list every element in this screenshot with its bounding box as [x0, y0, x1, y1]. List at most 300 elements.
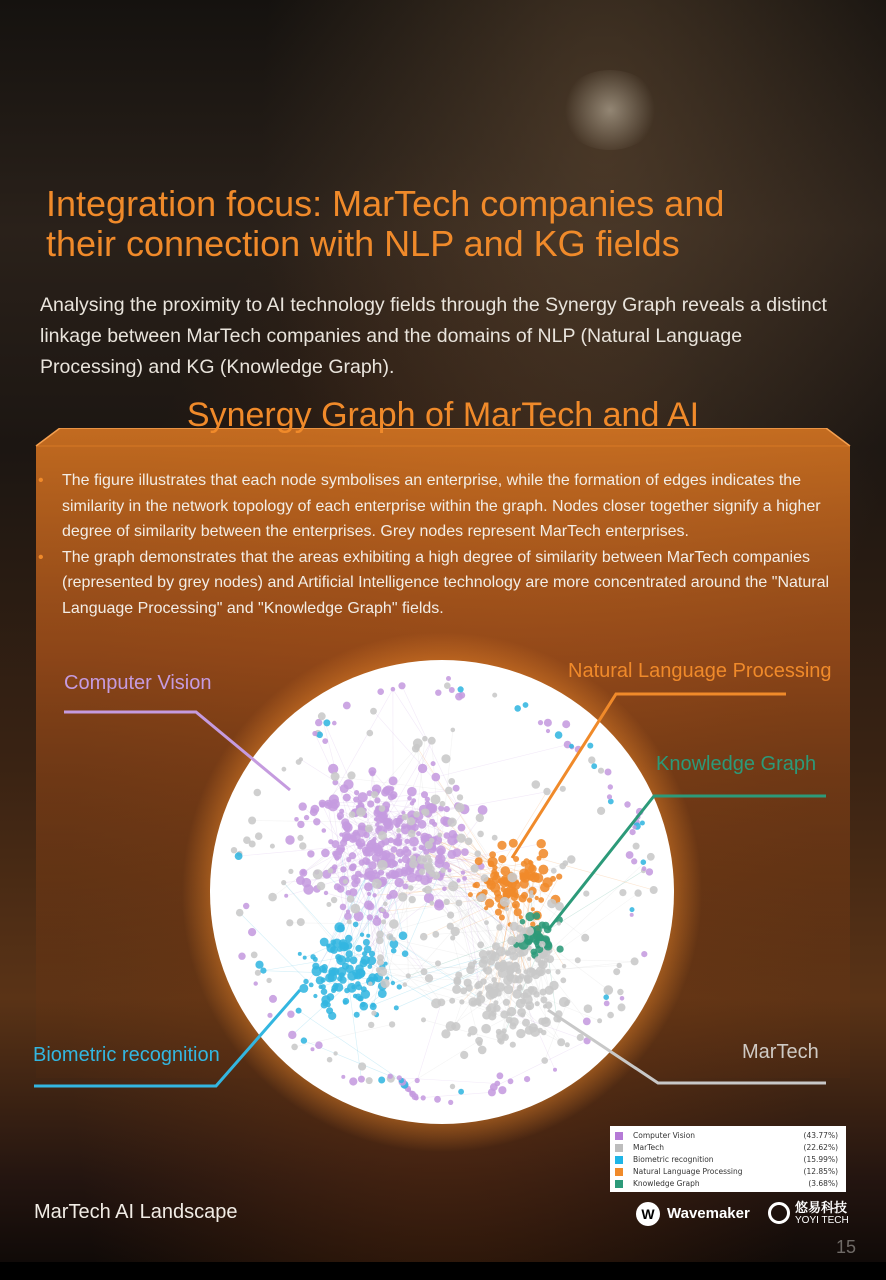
graph-node [390, 791, 398, 799]
graph-node [346, 950, 353, 957]
graph-node [332, 721, 337, 726]
graph-node [368, 861, 377, 870]
footer-title: MarTech AI Landscape [34, 1201, 238, 1223]
graph-node [391, 687, 396, 692]
graph-legend [610, 1126, 846, 1192]
graph-node [509, 922, 518, 931]
graph-node [413, 811, 420, 818]
graph-node [406, 973, 411, 978]
yoyi-logo-text-en: YOYI TECH [795, 1215, 849, 1226]
graph-node [398, 892, 407, 901]
graph-node [291, 1044, 298, 1051]
graph-node [539, 941, 545, 947]
graph-node [374, 817, 378, 821]
graph-node [575, 957, 581, 963]
graph-node [333, 1051, 337, 1055]
graph-node [527, 957, 531, 961]
graph-node [555, 969, 560, 974]
graph-node [507, 969, 513, 975]
graph-node [562, 860, 568, 866]
graph-node [418, 820, 427, 829]
graph-node [382, 818, 391, 827]
graph-node [562, 720, 570, 728]
graph-node [346, 910, 350, 914]
graph-node [341, 1075, 345, 1079]
graph-node [328, 868, 333, 873]
graph-node [422, 736, 428, 742]
graph-node [313, 994, 317, 998]
graph-node [383, 902, 388, 907]
graph-node [646, 868, 653, 875]
graph-node [509, 1022, 516, 1029]
graph-node [337, 812, 344, 819]
graph-node [363, 939, 370, 946]
graph-node [368, 1022, 374, 1028]
graph-node [432, 822, 437, 827]
graph-node [448, 778, 455, 785]
graph-node [522, 1019, 530, 1027]
graph-node [236, 909, 244, 917]
graph-node [496, 924, 503, 931]
graph-node [337, 885, 345, 893]
graph-node [461, 848, 469, 856]
graph-node [448, 1100, 453, 1105]
graph-node [329, 970, 336, 977]
graph-node [321, 849, 330, 858]
graph-node [526, 967, 536, 977]
graph-node [458, 686, 464, 692]
graph-node [462, 876, 467, 881]
graph-node [425, 841, 433, 849]
graph-node [343, 794, 351, 802]
graph-node [347, 895, 355, 903]
graph-node [456, 900, 463, 907]
graph-node [287, 1011, 294, 1018]
graph-node [516, 934, 525, 943]
graph-node [351, 985, 355, 989]
graph-node [519, 973, 525, 979]
graph-node [428, 737, 436, 745]
graph-node [525, 1001, 534, 1010]
graph-node [377, 688, 384, 695]
graph-node [530, 922, 535, 927]
graph-node [535, 956, 542, 963]
label-computer-vision: Computer Vision [64, 672, 212, 694]
graph-node [284, 894, 288, 898]
graph-node [396, 828, 401, 833]
graph-node [526, 939, 531, 944]
graph-node [407, 787, 417, 797]
graph-node [409, 896, 416, 903]
graph-node [297, 918, 305, 926]
graph-node [444, 806, 450, 812]
legend-swatch [615, 1156, 623, 1164]
graph-node [313, 818, 320, 825]
graph-node [349, 1077, 357, 1085]
graph-node [324, 891, 328, 895]
graph-node [358, 1062, 366, 1070]
graph-node [310, 808, 318, 816]
graph-node [520, 879, 529, 888]
graph-node [617, 963, 622, 968]
graph-node [519, 915, 523, 919]
graph-node [478, 893, 486, 901]
legend-name: Biometric recognition [633, 1155, 714, 1164]
graph-node [492, 693, 497, 698]
graph-node [301, 1037, 307, 1043]
graph-node [376, 967, 381, 972]
graph-node [597, 1018, 602, 1023]
graph-node [435, 960, 441, 966]
graph-node [591, 763, 597, 769]
graph-node [266, 978, 271, 983]
graph-node [391, 981, 395, 985]
graph-node [318, 712, 326, 720]
graph-node [303, 884, 313, 894]
graph-node [539, 969, 544, 974]
graph-node [525, 927, 534, 936]
graph-node [424, 854, 431, 861]
graph-node [394, 1005, 399, 1010]
graph-node [450, 1084, 455, 1089]
title-line-1: Integration focus: MarTech companies and [46, 183, 725, 224]
graph-node [394, 838, 401, 845]
graph-node [345, 942, 353, 950]
yoyi-logo-icon [768, 1202, 790, 1224]
graph-node [538, 1018, 545, 1025]
graph-node [492, 835, 498, 841]
legend-swatch [615, 1180, 623, 1188]
label-biometric: Biometric recognition [33, 1044, 220, 1066]
graph-node [409, 837, 419, 847]
graph-node [381, 788, 389, 796]
graph-node [251, 952, 258, 959]
graph-node [640, 821, 645, 826]
graph-node [344, 988, 350, 994]
graph-node [630, 913, 634, 917]
graph-node [357, 996, 363, 1002]
graph-node [334, 855, 339, 860]
graph-node [457, 834, 466, 843]
graph-node [441, 1029, 450, 1038]
graph-node [641, 951, 647, 957]
legend-row [615, 1178, 840, 1190]
graph-node [447, 912, 454, 919]
graph-node [420, 933, 428, 941]
graph-node [535, 896, 539, 900]
graph-node [349, 811, 356, 818]
graph-node [235, 852, 243, 860]
graph-node [634, 889, 641, 896]
graph-node [356, 807, 366, 817]
graph-node [303, 979, 308, 984]
graph-node [447, 818, 456, 827]
graph-node [477, 1002, 481, 1006]
graph-node [303, 956, 307, 960]
graph-node [424, 886, 432, 894]
graph-node [288, 869, 293, 874]
graph-node [342, 821, 351, 830]
graph-node [608, 799, 614, 805]
graph-node [407, 817, 415, 825]
graph-node [327, 1057, 333, 1063]
graph-node [409, 869, 414, 874]
legend-percent: (15.99%) [803, 1155, 838, 1164]
graph-node [377, 954, 384, 961]
graph-node [350, 904, 360, 914]
graph-node [521, 892, 528, 899]
graph-node [331, 897, 337, 903]
graph-node [474, 882, 480, 888]
graph-node [476, 814, 484, 822]
legend-percent: (3.68%) [808, 1179, 838, 1188]
graph-node [506, 1012, 510, 1016]
graph-node [260, 968, 266, 974]
graph-node [607, 794, 612, 799]
graph-node [550, 876, 556, 882]
graph-node [493, 982, 499, 988]
graph-node [355, 945, 362, 952]
legend-swatch [615, 1132, 623, 1140]
graph-node [296, 1008, 302, 1014]
graph-node [537, 839, 546, 848]
graph-node [565, 1042, 570, 1047]
graph-node [254, 981, 258, 985]
graph-node [422, 809, 430, 817]
graph-node [431, 761, 436, 766]
graph-node [529, 893, 534, 898]
graph-node [471, 864, 479, 872]
graph-node [457, 878, 461, 882]
graph-node [364, 900, 373, 909]
graph-node [416, 831, 421, 836]
graph-node [581, 934, 589, 942]
graph-node [366, 934, 370, 938]
graph-node [478, 805, 488, 815]
graph-node [497, 1072, 504, 1079]
graph-node [340, 904, 347, 911]
graph-node [392, 937, 396, 941]
graph-node [321, 977, 326, 982]
graph-node [440, 868, 446, 874]
graph-node [626, 851, 634, 859]
graph-node [569, 744, 574, 749]
graph-node [514, 705, 521, 712]
graph-node [315, 1041, 323, 1049]
graph-node [423, 849, 429, 855]
graph-node [414, 744, 420, 750]
graph-node [525, 912, 534, 921]
graph-node [401, 851, 405, 855]
graph-node [403, 884, 409, 890]
graph-node [343, 879, 348, 884]
graph-node [304, 815, 309, 820]
graph-node [269, 995, 277, 1003]
graph-node [619, 889, 626, 896]
graph-node [408, 830, 416, 838]
graph-node [459, 999, 464, 1004]
graph-node [369, 951, 375, 957]
graph-node [376, 931, 384, 939]
graph-node [477, 1041, 483, 1047]
graph-node [330, 799, 340, 809]
graph-node [397, 984, 402, 989]
graph-node [474, 983, 480, 989]
graph-node [497, 841, 506, 850]
graph-node [372, 893, 376, 897]
graph-node [498, 1038, 504, 1044]
graph-node [520, 872, 526, 878]
graph-node [371, 791, 378, 798]
graph-node [310, 954, 315, 959]
graph-node [429, 901, 434, 906]
graph-node [506, 1017, 513, 1024]
graph-node [397, 835, 401, 839]
graph-node [641, 859, 647, 865]
graph-node [345, 935, 352, 942]
graph-node [551, 868, 557, 874]
wavemaker-logo-icon [636, 1202, 660, 1226]
graph-node [431, 795, 441, 805]
graph-node [425, 797, 430, 802]
graph-node [485, 899, 494, 908]
graph-node [608, 784, 613, 789]
graph-node [438, 999, 446, 1007]
graph-node [487, 1003, 497, 1013]
graph-node [511, 887, 516, 892]
graph-node [378, 831, 387, 840]
graph-node [333, 983, 339, 989]
legend-name: Knowledge Graph [633, 1179, 700, 1188]
graph-node [481, 874, 489, 882]
graph-node [523, 858, 529, 864]
graph-node [535, 1001, 540, 1006]
graph-node [311, 1047, 315, 1051]
graph-node [538, 897, 544, 903]
graph-node [380, 908, 384, 912]
graph-node [367, 800, 374, 807]
graph-node [355, 964, 364, 973]
graph-node [486, 950, 491, 955]
graph-node [402, 950, 409, 957]
graph-node [397, 1075, 402, 1080]
graph-node [255, 832, 263, 840]
graph-node [528, 865, 537, 874]
graph-node [498, 1086, 506, 1094]
graph-node [478, 1046, 487, 1055]
graph-node [620, 996, 625, 1001]
graph-node [509, 839, 518, 848]
graph-node [583, 1018, 591, 1026]
graph-node [597, 807, 605, 815]
graph-node [326, 902, 331, 907]
graph-node [298, 952, 302, 956]
graph-node [541, 1057, 548, 1064]
graph-node [587, 743, 593, 749]
graph-node [440, 801, 446, 807]
graph-node [444, 899, 450, 905]
graph-node [327, 993, 335, 1001]
graph-node [377, 860, 387, 870]
graph-node [514, 908, 522, 916]
graph-node [432, 773, 441, 782]
graph-node [354, 1012, 360, 1018]
graph-node [421, 1095, 426, 1100]
graph-node [520, 919, 526, 925]
graph-node [358, 1076, 365, 1083]
graph-node [379, 805, 386, 812]
graph-node [524, 1076, 530, 1082]
graph-node [418, 764, 427, 773]
graph-node [567, 855, 575, 863]
graph-node [321, 1001, 328, 1008]
graph-node [403, 982, 408, 987]
graph-node [495, 990, 502, 997]
graph-node [445, 787, 453, 795]
graph-node [564, 1001, 569, 1006]
graph-node [340, 866, 346, 872]
graph-node [547, 899, 556, 908]
yoyi-logo-text-cn: 悠易科技 [795, 1200, 848, 1215]
legend-name: Natural Language Processing [633, 1167, 743, 1176]
graph-node [544, 719, 552, 727]
graph-node [288, 1031, 296, 1039]
graph-node [460, 1051, 468, 1059]
graph-node [465, 838, 473, 846]
graph-node [484, 920, 489, 925]
graph-node [451, 1024, 456, 1029]
graph-node [419, 845, 424, 850]
graph-node [323, 719, 330, 726]
graph-node [543, 788, 550, 795]
graph-node [617, 989, 623, 995]
graph-node [546, 969, 551, 974]
graph-node [442, 887, 447, 892]
graph-node [270, 844, 275, 849]
graph-node [370, 708, 377, 715]
graph-node [603, 994, 609, 1000]
legend-percent: (12.85%) [803, 1167, 838, 1176]
graph-node [351, 863, 357, 869]
graph-node [518, 984, 523, 989]
graph-node [556, 874, 562, 880]
graph-node [391, 846, 398, 853]
graph-node [546, 955, 554, 963]
graph-node [389, 919, 399, 929]
graph-node [322, 828, 327, 833]
graph-node [498, 855, 506, 863]
graph-node [633, 843, 640, 850]
graph-node [531, 907, 535, 911]
graph-node [424, 861, 433, 870]
graph-node [371, 1003, 376, 1008]
graph-node [477, 831, 484, 838]
graph-node [359, 874, 363, 878]
graph-node [419, 869, 425, 875]
legend-swatch [615, 1168, 623, 1176]
graph-node [411, 798, 416, 803]
graph-node [507, 872, 517, 882]
graph-node [369, 770, 375, 776]
graph-node [477, 941, 484, 948]
graph-node [253, 789, 261, 797]
graph-node [523, 702, 529, 708]
page-number: 15 [836, 1237, 857, 1257]
graph-node [366, 1077, 373, 1084]
graph-node [312, 966, 322, 976]
graph-node [332, 939, 341, 948]
graph-node [297, 835, 303, 841]
